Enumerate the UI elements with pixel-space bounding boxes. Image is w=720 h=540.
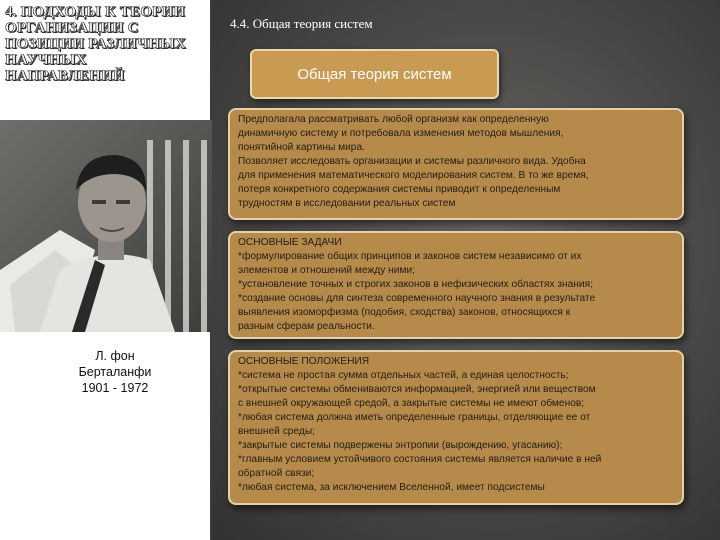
text-line: разным сферам реальности. [238,321,375,332]
text-line: *система не простая сумма отдельных частей, а единая целостность; [238,370,569,381]
left-panel [0,0,210,540]
text-line: для применения математического моделирования систем. В то же время, [238,170,589,181]
text-line: трудностям в исследовании реальных систем [238,198,456,209]
text-line: *главным условием устойчивого состояния системы является наличие в ней [238,454,602,465]
text-line: динамичную систему и потребовала изменения методов мышления, [238,128,564,139]
tasks-heading: ОСНОВНЫЕ ЗАДАЧИ [238,237,342,248]
text-line: элементов и отношений между ними; [238,265,416,276]
description-box [228,108,684,220]
principles-box [228,350,684,505]
portrait-illustration [0,120,212,332]
text-line: *любая система, за исключением Вселенной, имеет подсистемы [238,482,545,493]
caption-line: Л. фон [95,349,135,363]
slide-heading: 4.4. Общая теория систем [230,16,373,31]
text-line: *открытые системы обмениваются информацией, энергией или веществом [238,384,596,395]
text-line: внешней среды; [238,426,315,437]
principles-heading: ОСНОВНЫЕ ПОЛОЖЕНИЯ [238,356,370,367]
text-line: *закрытые системы подвержены энтропии (вырождению, угасанию); [238,440,563,451]
text-line: *создание основы для синтеза современного научного знания в результате [238,293,596,304]
text-line: *установление точных и строгих законов в нефизических областях знания; [238,279,593,290]
caption-line: Берталанфи [78,365,152,379]
text-line: потеря конкретного содержания системы приводит к определенным [238,184,561,195]
tasks-box [228,231,684,339]
text-line: понятийной картины мира. [238,142,365,153]
caption-line: 1901 - 1972 [81,381,149,395]
text-line: обратной связи; [238,468,315,479]
text-line: *любая система должна иметь определенные границы, отделяющие ее от [238,412,591,423]
text-line: с внешней окружающей средой, а закрытые системы не имеют обменов; [238,398,585,409]
text-line: Предполагала рассматривать любой организм как определенную [238,114,549,125]
text-line: *формулирование общих принципов и законов систем независимо от их [238,251,582,262]
section-title: 4. ПОДХОДЫ К ТЕОРИИ ОРГАНИЗАЦИИ С ПОЗИЦИИ РАЗЛИЧНЫХ НАУЧНЫХ НАПРАВЛЕНИЙ [5,4,187,84]
text-line: выявления изоморфизма (подобия, сходства) законов, относящихся к [238,307,571,318]
title-box: Общая теория систем [250,49,499,99]
photo-caption [40,348,190,396]
text-line: Позволяет исследовать организации и системы различного вида. Удобна [238,156,586,167]
portrait-photo [0,120,212,332]
